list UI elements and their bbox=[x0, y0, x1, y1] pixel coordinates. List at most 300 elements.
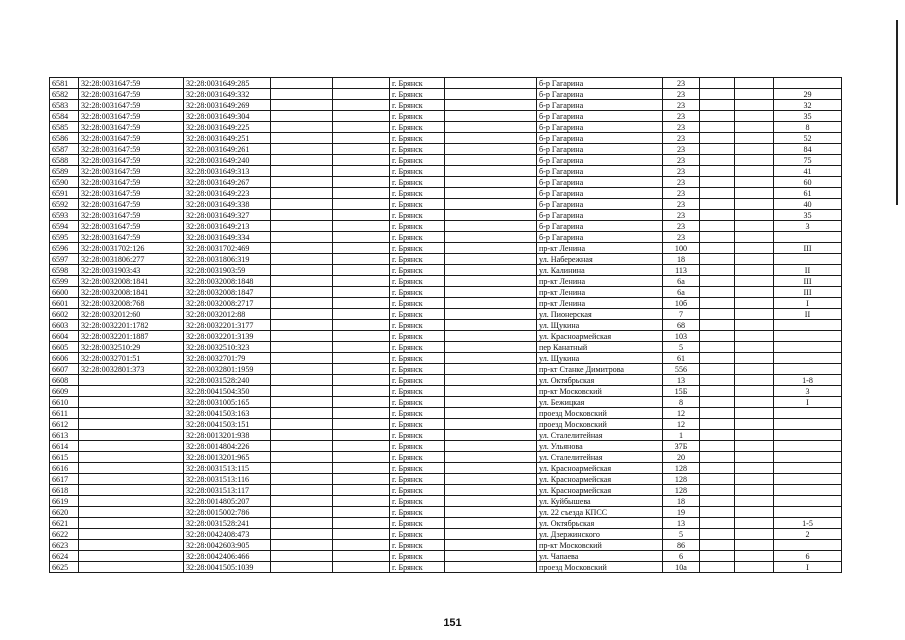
parcel-cadastral-number-cell: 32:28:0032008:768 bbox=[79, 298, 184, 309]
empty-cell bbox=[700, 419, 735, 430]
empty-cell bbox=[700, 430, 735, 441]
empty-cell bbox=[445, 177, 537, 188]
empty-cell bbox=[700, 276, 735, 287]
table-row bbox=[50, 419, 842, 430]
empty-cell bbox=[333, 342, 390, 353]
city-cell: г. Брянск bbox=[390, 474, 445, 485]
premises-number-cell: II bbox=[774, 309, 842, 320]
city-cell: г. Брянск bbox=[390, 342, 445, 353]
empty-cell bbox=[445, 540, 537, 551]
street-cell: ул. 22 съезда КПСС bbox=[537, 507, 663, 518]
street-cell: пер Канатный bbox=[537, 342, 663, 353]
object-cadastral-number-cell: 32:28:0031649:332 bbox=[184, 89, 271, 100]
object-cadastral-number-cell: 32:28:0031649:334 bbox=[184, 232, 271, 243]
street-cell: ул. Калинина bbox=[537, 265, 663, 276]
parcel-cadastral-number-cell bbox=[79, 529, 184, 540]
city-cell: г. Брянск bbox=[390, 331, 445, 342]
row-number-cell: 6583 bbox=[50, 100, 79, 111]
street-cell: ул. Ульянова bbox=[537, 441, 663, 452]
object-cadastral-number-cell: 32:28:0013201:938 bbox=[184, 430, 271, 441]
empty-cell bbox=[735, 551, 774, 562]
premises-number-cell: 29 bbox=[774, 89, 842, 100]
empty-cell bbox=[700, 408, 735, 419]
object-cadastral-number-cell: 32:28:0031513:116 bbox=[184, 474, 271, 485]
empty-cell bbox=[700, 364, 735, 375]
row-number-cell: 6605 bbox=[50, 342, 79, 353]
table-row bbox=[50, 188, 842, 199]
empty-cell bbox=[445, 331, 537, 342]
object-cadastral-number-cell: 32:28:0032008:1847 bbox=[184, 287, 271, 298]
row-number-cell: 6615 bbox=[50, 452, 79, 463]
table-row bbox=[50, 232, 842, 243]
empty-cell bbox=[333, 507, 390, 518]
city-cell: г. Брянск bbox=[390, 177, 445, 188]
premises-number-cell bbox=[774, 540, 842, 551]
table-row bbox=[50, 430, 842, 441]
row-number-cell: 6604 bbox=[50, 331, 79, 342]
house-number-cell: 23 bbox=[663, 133, 700, 144]
object-cadastral-number-cell: 32:28:0031649:285 bbox=[184, 78, 271, 89]
empty-cell bbox=[700, 496, 735, 507]
empty-cell bbox=[333, 353, 390, 364]
table-row bbox=[50, 298, 842, 309]
street-cell: б-р Гагарина bbox=[537, 78, 663, 89]
empty-cell bbox=[333, 320, 390, 331]
object-cadastral-number-cell: 32:28:0031005:165 bbox=[184, 397, 271, 408]
empty-cell bbox=[445, 364, 537, 375]
parcel-cadastral-number-cell: 32:28:0031647:59 bbox=[79, 232, 184, 243]
row-number-cell: 6602 bbox=[50, 309, 79, 320]
empty-cell bbox=[271, 89, 333, 100]
empty-cell bbox=[333, 331, 390, 342]
empty-cell bbox=[700, 551, 735, 562]
empty-cell bbox=[333, 518, 390, 529]
row-number-cell: 6623 bbox=[50, 540, 79, 551]
empty-cell bbox=[700, 243, 735, 254]
empty-cell bbox=[445, 397, 537, 408]
premises-number-cell bbox=[774, 452, 842, 463]
empty-cell bbox=[333, 243, 390, 254]
empty-cell bbox=[735, 89, 774, 100]
empty-cell bbox=[271, 166, 333, 177]
empty-cell bbox=[271, 474, 333, 485]
empty-cell bbox=[333, 210, 390, 221]
empty-cell bbox=[445, 276, 537, 287]
empty-cell bbox=[271, 562, 333, 573]
empty-cell bbox=[271, 243, 333, 254]
premises-number-cell: 32 bbox=[774, 100, 842, 111]
parcel-cadastral-number-cell bbox=[79, 507, 184, 518]
object-cadastral-number-cell: 32:28:0032701:79 bbox=[184, 353, 271, 364]
house-number-cell: 1 bbox=[663, 430, 700, 441]
house-number-cell: 23 bbox=[663, 78, 700, 89]
house-number-cell: 23 bbox=[663, 122, 700, 133]
empty-cell bbox=[445, 551, 537, 562]
empty-cell bbox=[700, 540, 735, 551]
parcel-cadastral-number-cell: 32:28:0031647:59 bbox=[79, 210, 184, 221]
house-number-cell: 7 bbox=[663, 309, 700, 320]
empty-cell bbox=[445, 199, 537, 210]
parcel-cadastral-number-cell bbox=[79, 430, 184, 441]
empty-cell bbox=[445, 166, 537, 177]
row-number-cell: 6613 bbox=[50, 430, 79, 441]
street-cell: ул. Щукина bbox=[537, 353, 663, 364]
city-cell: г. Брянск bbox=[390, 122, 445, 133]
street-cell: пр-кт Ленина bbox=[537, 287, 663, 298]
empty-cell bbox=[700, 342, 735, 353]
property-registry-table bbox=[49, 77, 842, 573]
object-cadastral-number-cell: 32:28:0032201:3139 bbox=[184, 331, 271, 342]
city-cell: г. Брянск bbox=[390, 496, 445, 507]
street-cell: б-р Гагарина bbox=[537, 89, 663, 100]
empty-cell bbox=[333, 551, 390, 562]
empty-cell bbox=[700, 221, 735, 232]
empty-cell bbox=[445, 287, 537, 298]
house-number-cell: 23 bbox=[663, 144, 700, 155]
empty-cell bbox=[333, 276, 390, 287]
empty-cell bbox=[271, 210, 333, 221]
city-cell: г. Брянск bbox=[390, 221, 445, 232]
empty-cell bbox=[700, 265, 735, 276]
empty-cell bbox=[333, 155, 390, 166]
empty-cell bbox=[333, 265, 390, 276]
object-cadastral-number-cell: 32:28:0031702:469 bbox=[184, 243, 271, 254]
empty-cell bbox=[735, 276, 774, 287]
page-number: 151 bbox=[443, 617, 462, 629]
empty-cell bbox=[700, 441, 735, 452]
row-number-cell: 6588 bbox=[50, 155, 79, 166]
table-row bbox=[50, 254, 842, 265]
empty-cell bbox=[735, 243, 774, 254]
house-number-cell: 128 bbox=[663, 485, 700, 496]
house-number-cell: 23 bbox=[663, 232, 700, 243]
parcel-cadastral-number-cell: 32:28:0031647:59 bbox=[79, 155, 184, 166]
empty-cell bbox=[271, 188, 333, 199]
empty-cell bbox=[445, 155, 537, 166]
parcel-cadastral-number-cell bbox=[79, 474, 184, 485]
empty-cell bbox=[445, 474, 537, 485]
city-cell: г. Брянск bbox=[390, 232, 445, 243]
empty-cell bbox=[333, 364, 390, 375]
city-cell: г. Брянск bbox=[390, 155, 445, 166]
empty-cell bbox=[271, 375, 333, 386]
city-cell: г. Брянск bbox=[390, 111, 445, 122]
empty-cell bbox=[445, 243, 537, 254]
empty-cell bbox=[445, 452, 537, 463]
premises-number-cell bbox=[774, 474, 842, 485]
object-cadastral-number-cell: 32:28:0031806:319 bbox=[184, 254, 271, 265]
city-cell: г. Брянск bbox=[390, 518, 445, 529]
empty-cell bbox=[700, 144, 735, 155]
empty-cell bbox=[271, 353, 333, 364]
city-cell: г. Брянск bbox=[390, 188, 445, 199]
object-cadastral-number-cell: 32:28:0031528:241 bbox=[184, 518, 271, 529]
empty-cell bbox=[271, 199, 333, 210]
table-row bbox=[50, 342, 842, 353]
object-cadastral-number-cell: 32:28:0031649:261 bbox=[184, 144, 271, 155]
empty-cell bbox=[333, 562, 390, 573]
house-number-cell: 103 bbox=[663, 331, 700, 342]
row-number-cell: 6614 bbox=[50, 441, 79, 452]
empty-cell bbox=[333, 375, 390, 386]
house-number-cell: 128 bbox=[663, 463, 700, 474]
premises-number-cell bbox=[774, 419, 842, 430]
object-cadastral-number-cell: 32:28:0031649:313 bbox=[184, 166, 271, 177]
object-cadastral-number-cell: 32:28:0032801:1959 bbox=[184, 364, 271, 375]
empty-cell bbox=[700, 89, 735, 100]
empty-cell bbox=[735, 485, 774, 496]
empty-cell bbox=[700, 254, 735, 265]
empty-cell bbox=[445, 419, 537, 430]
empty-cell bbox=[700, 507, 735, 518]
parcel-cadastral-number-cell: 32:28:0031647:59 bbox=[79, 144, 184, 155]
empty-cell bbox=[271, 320, 333, 331]
city-cell: г. Брянск bbox=[390, 408, 445, 419]
empty-cell bbox=[333, 309, 390, 320]
table-row bbox=[50, 155, 842, 166]
empty-cell bbox=[700, 485, 735, 496]
premises-number-cell: II bbox=[774, 265, 842, 276]
empty-cell bbox=[735, 210, 774, 221]
empty-cell bbox=[700, 78, 735, 89]
table-row bbox=[50, 78, 842, 89]
house-number-cell: 13 bbox=[663, 518, 700, 529]
row-number-cell: 6609 bbox=[50, 386, 79, 397]
empty-cell bbox=[333, 111, 390, 122]
empty-cell bbox=[333, 298, 390, 309]
table-row bbox=[50, 210, 842, 221]
empty-cell bbox=[445, 111, 537, 122]
street-cell: пр-кт Ленина bbox=[537, 276, 663, 287]
street-cell: ул. Сталелитейная bbox=[537, 430, 663, 441]
table-row bbox=[50, 463, 842, 474]
object-cadastral-number-cell: 32:28:0041503:151 bbox=[184, 419, 271, 430]
empty-cell bbox=[271, 78, 333, 89]
table-row bbox=[50, 265, 842, 276]
empty-cell bbox=[333, 386, 390, 397]
parcel-cadastral-number-cell bbox=[79, 408, 184, 419]
object-cadastral-number-cell: 32:28:0031528:240 bbox=[184, 375, 271, 386]
table-row bbox=[50, 100, 842, 111]
city-cell: г. Брянск bbox=[390, 551, 445, 562]
empty-cell bbox=[271, 529, 333, 540]
parcel-cadastral-number-cell bbox=[79, 518, 184, 529]
empty-cell bbox=[271, 364, 333, 375]
row-number-cell: 6600 bbox=[50, 287, 79, 298]
empty-cell bbox=[735, 78, 774, 89]
premises-number-cell: 52 bbox=[774, 133, 842, 144]
registry-rows bbox=[50, 78, 842, 573]
premises-number-cell bbox=[774, 441, 842, 452]
house-number-cell: 10б bbox=[663, 298, 700, 309]
table-row bbox=[50, 452, 842, 463]
empty-cell bbox=[735, 474, 774, 485]
empty-cell bbox=[700, 122, 735, 133]
object-cadastral-number-cell: 32:28:0031649:267 bbox=[184, 177, 271, 188]
row-number-cell: 6595 bbox=[50, 232, 79, 243]
row-number-cell: 6584 bbox=[50, 111, 79, 122]
empty-cell bbox=[700, 353, 735, 364]
empty-cell bbox=[700, 287, 735, 298]
empty-cell bbox=[333, 232, 390, 243]
object-cadastral-number-cell: 32:28:0031513:115 bbox=[184, 463, 271, 474]
premises-number-cell: 84 bbox=[774, 144, 842, 155]
empty-cell bbox=[271, 507, 333, 518]
house-number-cell: 23 bbox=[663, 199, 700, 210]
parcel-cadastral-number-cell: 32:28:0032008:1841 bbox=[79, 287, 184, 298]
empty-cell bbox=[445, 441, 537, 452]
empty-cell bbox=[735, 320, 774, 331]
street-cell: пр-кт Московский bbox=[537, 540, 663, 551]
empty-cell bbox=[735, 144, 774, 155]
premises-number-cell: 1-8 bbox=[774, 375, 842, 386]
city-cell: г. Брянск bbox=[390, 375, 445, 386]
house-number-cell: 86 bbox=[663, 540, 700, 551]
scan-edge-mark bbox=[896, 20, 898, 205]
table-row bbox=[50, 166, 842, 177]
row-number-cell: 6590 bbox=[50, 177, 79, 188]
object-cadastral-number-cell: 32:28:0041504:350 bbox=[184, 386, 271, 397]
house-number-cell: 12 bbox=[663, 419, 700, 430]
table-row bbox=[50, 518, 842, 529]
empty-cell bbox=[271, 540, 333, 551]
empty-cell bbox=[333, 78, 390, 89]
premises-number-cell bbox=[774, 485, 842, 496]
empty-cell bbox=[271, 496, 333, 507]
object-cadastral-number-cell: 32:28:0042406:466 bbox=[184, 551, 271, 562]
empty-cell bbox=[735, 166, 774, 177]
premises-number-cell bbox=[774, 364, 842, 375]
empty-cell bbox=[333, 397, 390, 408]
premises-number-cell: 8 bbox=[774, 122, 842, 133]
city-cell: г. Брянск bbox=[390, 100, 445, 111]
empty-cell bbox=[735, 331, 774, 342]
street-cell: б-р Гагарина bbox=[537, 199, 663, 210]
street-cell: пр-кт Московский bbox=[537, 386, 663, 397]
premises-number-cell bbox=[774, 463, 842, 474]
table-row bbox=[50, 408, 842, 419]
table-row bbox=[50, 375, 842, 386]
house-number-cell: 23 bbox=[663, 210, 700, 221]
street-cell: ул. Дзержинского bbox=[537, 529, 663, 540]
empty-cell bbox=[333, 144, 390, 155]
parcel-cadastral-number-cell: 32:28:0032008:1841 bbox=[79, 276, 184, 287]
row-number-cell: 6581 bbox=[50, 78, 79, 89]
empty-cell bbox=[445, 254, 537, 265]
empty-cell bbox=[735, 155, 774, 166]
street-cell: пр-кт Станке Димитрова bbox=[537, 364, 663, 375]
empty-cell bbox=[735, 397, 774, 408]
premises-number-cell: 6 bbox=[774, 551, 842, 562]
empty-cell bbox=[700, 133, 735, 144]
empty-cell bbox=[271, 309, 333, 320]
house-number-cell: 6а bbox=[663, 287, 700, 298]
empty-cell bbox=[735, 540, 774, 551]
street-cell: ул. Куйбышева bbox=[537, 496, 663, 507]
empty-cell bbox=[333, 100, 390, 111]
parcel-cadastral-number-cell bbox=[79, 397, 184, 408]
empty-cell bbox=[271, 177, 333, 188]
street-cell: проезд Московский bbox=[537, 408, 663, 419]
parcel-cadastral-number-cell: 32:28:0032701:51 bbox=[79, 353, 184, 364]
house-number-cell: 113 bbox=[663, 265, 700, 276]
city-cell: г. Брянск bbox=[390, 485, 445, 496]
city-cell: г. Брянск bbox=[390, 265, 445, 276]
table-row bbox=[50, 386, 842, 397]
city-cell: г. Брянск bbox=[390, 419, 445, 430]
house-number-cell: 23 bbox=[663, 155, 700, 166]
empty-cell bbox=[735, 298, 774, 309]
city-cell: г. Брянск bbox=[390, 133, 445, 144]
parcel-cadastral-number-cell: 32:28:0031647:59 bbox=[79, 100, 184, 111]
empty-cell bbox=[271, 155, 333, 166]
city-cell: г. Брянск bbox=[390, 78, 445, 89]
empty-cell bbox=[445, 265, 537, 276]
empty-cell bbox=[445, 144, 537, 155]
house-number-cell: 23 bbox=[663, 89, 700, 100]
empty-cell bbox=[735, 364, 774, 375]
house-number-cell: 8 bbox=[663, 397, 700, 408]
city-cell: г. Брянск bbox=[390, 441, 445, 452]
street-cell: пр-кт Ленина bbox=[537, 243, 663, 254]
house-number-cell: 23 bbox=[663, 100, 700, 111]
empty-cell bbox=[333, 452, 390, 463]
city-cell: г. Брянск bbox=[390, 452, 445, 463]
row-number-cell: 6585 bbox=[50, 122, 79, 133]
object-cadastral-number-cell: 32:28:0014804:226 bbox=[184, 441, 271, 452]
empty-cell bbox=[700, 155, 735, 166]
empty-cell bbox=[445, 89, 537, 100]
empty-cell bbox=[271, 485, 333, 496]
row-number-cell: 6597 bbox=[50, 254, 79, 265]
parcel-cadastral-number-cell: 32:28:0032801:373 bbox=[79, 364, 184, 375]
empty-cell bbox=[700, 397, 735, 408]
empty-cell bbox=[445, 232, 537, 243]
street-cell: ул. Пионерская bbox=[537, 309, 663, 320]
row-number-cell: 6616 bbox=[50, 463, 79, 474]
street-cell: б-р Гагарина bbox=[537, 177, 663, 188]
empty-cell bbox=[700, 331, 735, 342]
table-row bbox=[50, 144, 842, 155]
city-cell: г. Брянск bbox=[390, 298, 445, 309]
table-row bbox=[50, 353, 842, 364]
object-cadastral-number-cell: 32:28:0032510:323 bbox=[184, 342, 271, 353]
empty-cell bbox=[735, 386, 774, 397]
parcel-cadastral-number-cell bbox=[79, 375, 184, 386]
premises-number-cell bbox=[774, 78, 842, 89]
house-number-cell: 37Б bbox=[663, 441, 700, 452]
empty-cell bbox=[735, 199, 774, 210]
house-number-cell: 20 bbox=[663, 452, 700, 463]
empty-cell bbox=[333, 89, 390, 100]
row-number-cell: 6591 bbox=[50, 188, 79, 199]
empty-cell bbox=[445, 463, 537, 474]
premises-number-cell: 3 bbox=[774, 221, 842, 232]
parcel-cadastral-number-cell bbox=[79, 419, 184, 430]
parcel-cadastral-number-cell bbox=[79, 441, 184, 452]
row-number-cell: 6582 bbox=[50, 89, 79, 100]
street-cell: ул. Красноармейская bbox=[537, 463, 663, 474]
empty-cell bbox=[735, 518, 774, 529]
empty-cell bbox=[700, 529, 735, 540]
table-row bbox=[50, 551, 842, 562]
object-cadastral-number-cell: 32:28:0031649:251 bbox=[184, 133, 271, 144]
empty-cell bbox=[271, 254, 333, 265]
empty-cell bbox=[271, 100, 333, 111]
empty-cell bbox=[333, 408, 390, 419]
row-number-cell: 6599 bbox=[50, 276, 79, 287]
city-cell: г. Брянск bbox=[390, 507, 445, 518]
